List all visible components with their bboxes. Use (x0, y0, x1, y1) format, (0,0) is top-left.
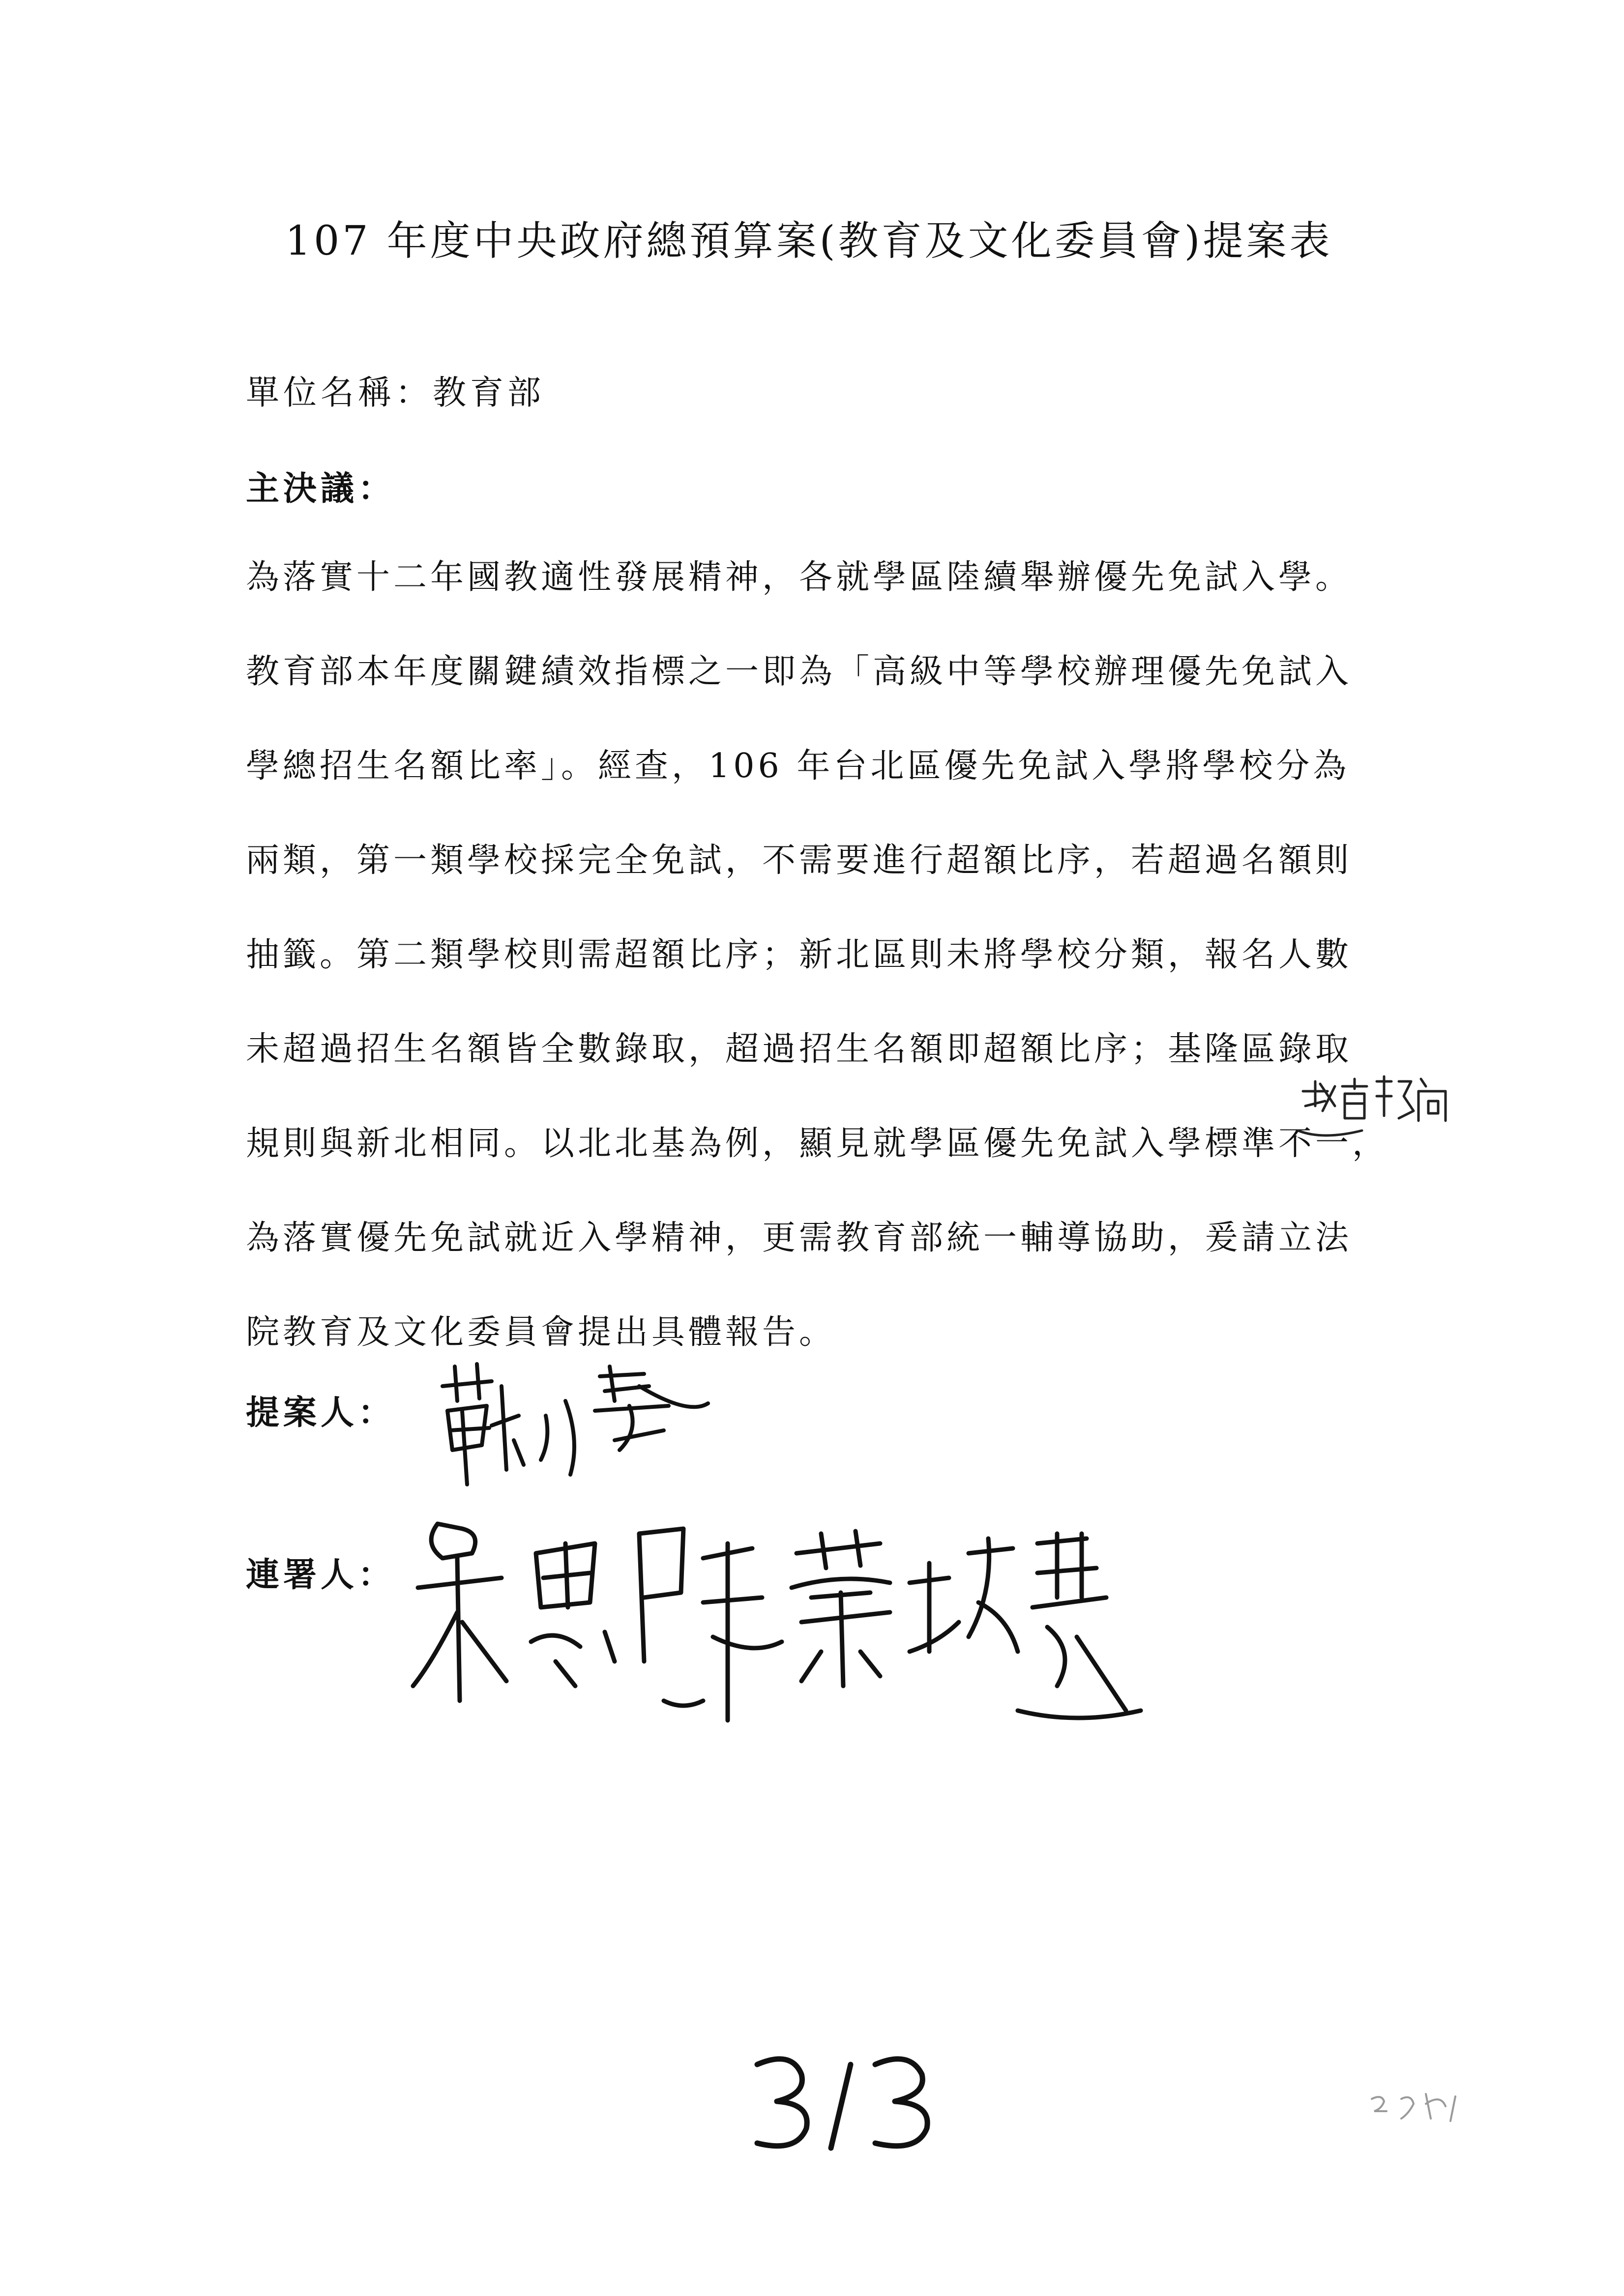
cosigner-label: 連署人： (246, 1555, 396, 1595)
body-line: 學總招生名額比率」。經查，106 年台北區優先免試入學將學校分為 (246, 747, 1350, 785)
page-number (738, 2045, 944, 2163)
handwritten-annotation (1293, 1072, 1450, 1150)
body-line: 兩類，第一類學校採完全免試，不需要進行超額比序，若超過名額則 (246, 841, 1353, 880)
body-line: 規則與新北相同。以北北基為例，顯見就學區優先免試入學標準不一， (246, 1124, 1389, 1163)
body-line: 未超過招生名額皆全數錄取，超過招生名額即超額比序；基隆區錄取 (246, 1030, 1353, 1069)
resolution-body (246, 546, 1396, 1395)
main-resolution-heading: 主決議： (246, 469, 396, 508)
body-line: 抽籤。第二類學校則需超額比序；新北區則未將學校分類，報名人數 (246, 935, 1353, 974)
body-line: 為落實優先免試就近入學精神，更需教育部統一輔導協助，爰請立法 (246, 1219, 1353, 1257)
body-line: 院教育及文化委員會提出具體報告。 (246, 1313, 836, 1352)
proposer-label: 提案人： (246, 1393, 396, 1432)
corner-pencil-mark (1362, 2084, 1470, 2128)
cosigner-signature-2 (782, 1524, 1155, 1730)
unit-name-line: 單位名稱：教育部 (246, 374, 545, 412)
body-line: 教育部本年度關鍵績效指標之一即為「高級中等學校辦理優先免試入 (246, 652, 1353, 691)
document-title: 107 年度中央政府總預算案(教育及文化委員會)提案表 (285, 218, 1333, 264)
proposer-signature (433, 1357, 738, 1504)
body-line: 為落實十二年國教適性發展精神，各就學區陸續舉辦優先免試入學。 (246, 558, 1353, 597)
